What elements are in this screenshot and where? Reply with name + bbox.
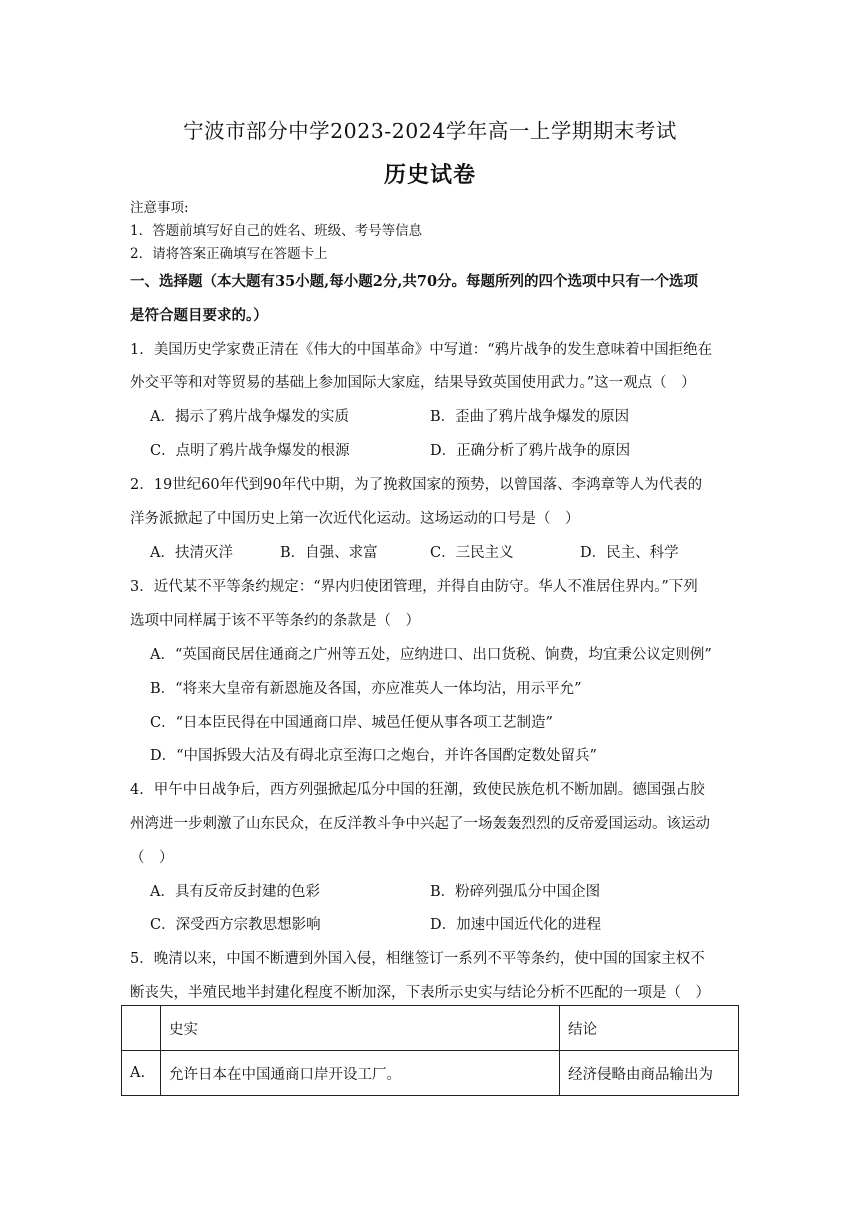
q4-stem: 4．甲午中日战争后，西方列强掀起瓜分中国的狂潮，致使民族危机不断加剧。德国强占胶 xyxy=(130,782,705,798)
table-header-cell xyxy=(122,1006,161,1051)
q2-stem-cont: 洋务派掀起了中国历史上第一次近代化运动。这场运动的口号是（ ） xyxy=(130,511,580,527)
table-row xyxy=(122,1051,739,1096)
q3-option-d: D．“中国拆毁大沽及有碍北京至海口之炮台，并许各国酌定数处留兵” xyxy=(150,748,597,764)
q5-table xyxy=(121,1005,739,1096)
q2-option-d: D．民主、科学 xyxy=(580,545,679,561)
notice-heading: 注意事项: xyxy=(130,200,189,216)
table-cell: A. xyxy=(122,1051,161,1096)
q2-option-c: C．三民主义 xyxy=(430,545,514,561)
q3-option-b: B．“将来大皇帝有新恩施及各国，亦应准英人一体均沾，用示平允” xyxy=(150,681,582,697)
q3-option-c: C．“日本臣民得在中国通商口岸、城邑任便从事各项工艺制造” xyxy=(150,715,553,731)
q3-stem: 3．近代某不平等条约规定：“界内归使团管理，并得自由防守。华人不准居住界内。”下列 xyxy=(130,579,698,595)
q5-stem-cont: 断丧失，半殖民地半封建化程度不断加深，下表所示史实与结论分析不匹配的一项是（ ） xyxy=(130,985,710,1001)
q4-option-b: B．粉碎列强瓜分中国企图 xyxy=(430,884,601,900)
q4-option-c: C．深受西方宗教思想影响 xyxy=(150,917,321,933)
table-cell: 允许日本在中国通商口岸开设工厂。 xyxy=(161,1051,560,1096)
q3-stem-cont: 选项中同样属于该不平等条约的条款是（ ） xyxy=(130,613,420,629)
q4-stem-cont2: （ ） xyxy=(130,850,174,866)
q4-option-a: A．具有反帝反封建的色彩 xyxy=(150,884,320,900)
q4-stem-cont: 州湾进一步刺激了山东民众，在反洋教斗争中兴起了一场轰轰烈烈的反帝爱国运动。该运动 xyxy=(130,816,710,832)
table-header-cell: 结论 xyxy=(560,1006,739,1051)
table-cell: 经济侵略由商品输出为 xyxy=(560,1051,739,1096)
q2-option-b: B．自强、求富 xyxy=(280,545,378,561)
q1-option-d: D．正确分析了鸦片战争的原因 xyxy=(430,443,631,459)
q1-stem: 1．美国历史学家费正清在《伟大的中国革命》中写道：“鸦片战争的发生意味着中国拒绝在 xyxy=(130,342,713,358)
q1-option-b: B．歪曲了鸦片战争爆发的原因 xyxy=(430,409,630,425)
section-heading-cont: 是符合题目要求的。） xyxy=(130,307,268,324)
q1-stem-cont: 外交平等和对等贸易的基础上参加国际大家庭，结果导致英国使用武力。”这一观点（ ） xyxy=(130,375,696,391)
section-heading: 一、选择题（本大题有35小题,每小题2分,共70分。每题所列的四个选项中只有一个选项 xyxy=(130,273,699,290)
table-header-cell: 史实 xyxy=(161,1006,560,1051)
exam-title: 宁波市部分中学2023-2024学年高一上学期期末考试 xyxy=(183,119,677,143)
exam-subtitle: 历史试卷 xyxy=(383,162,476,188)
table-header-row xyxy=(122,1006,739,1051)
q1-option-c: C．点明了鸦片战争爆发的根源 xyxy=(150,443,350,459)
q4-option-d: D．加速中国近代化的进程 xyxy=(430,917,602,933)
notice-item: 2．请将答案正确填写在答题卡上 xyxy=(130,246,328,262)
q5-stem: 5．晚清以来，中国不断遭到外国入侵，相继签订一系列不平等条约，使中国的国家主权不 xyxy=(130,951,705,967)
q1-option-a: A．揭示了鸦片战争爆发的实质 xyxy=(150,409,349,425)
notice-item: 1．答题前填写好自己的姓名、班级、考号等信息 xyxy=(130,223,423,239)
q2-option-a: A．扶清灭洋 xyxy=(150,545,233,561)
q2-stem: 2．19世纪60年代到90年代中期，为了挽救国家的预势，以曾国落、李鸿章等人为代表的 xyxy=(130,477,703,493)
q3-option-a: A．“英国商民居住通商之广州等五处，应纳进口、出口货税、饷费，均宜秉公议定则例” xyxy=(150,647,712,663)
